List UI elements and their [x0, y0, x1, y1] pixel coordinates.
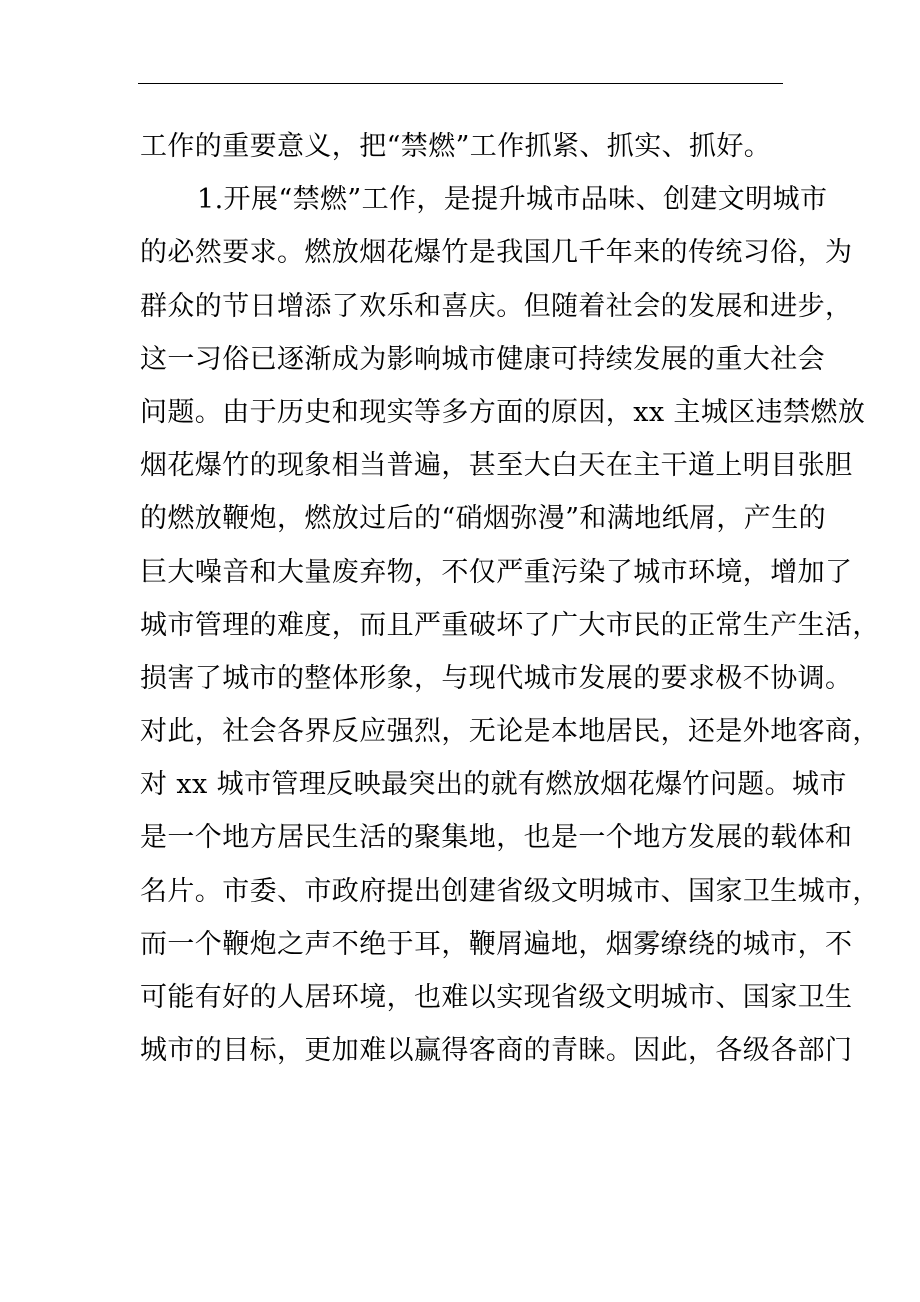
text-line-7: 烟花爆竹的现象相当普遍，甚至大白天在主干道上明目张胆: [140, 450, 853, 482]
text-line-15: 名片。市委、市政府提出创建省级文明城市、国家卫生城市，: [140, 875, 880, 907]
text-line-17: 可能有好的人居环境，也难以实现省级文明城市、国家卫生: [140, 982, 853, 1013]
text-line-16: 而一个鞭炮之声不绝于耳，鞭屑遍地，烟雾缭绕的城市，不: [140, 928, 853, 960]
text-line-4: 群众的节日增添了欢乐和喜庆。但随着社会的发展和进步，: [140, 290, 853, 322]
text-line-2: 1.开展“禁燃”工作，是提升城市品味、创建文明城市: [197, 184, 828, 216]
text-line-9: 巨大噪音和大量废弃物，不仅严重污染了城市环境，增加了: [140, 556, 853, 588]
text-line-10: 城市管理的难度，而且严重破坏了广大市民的正常生产生活，: [140, 609, 880, 641]
text-line-3: 的必然要求。燃放烟花爆竹是我国几千年来的传统习俗，为: [140, 237, 853, 269]
header-rule: [138, 83, 783, 84]
text-line-12: 对此，社会各界反应强烈，无论是本地居民，还是外地客商，: [140, 716, 880, 748]
text-line-14: 是一个地方居民生活的聚集地，也是一个地方发展的载体和: [140, 822, 853, 854]
text-line-5: 这一习俗已逐渐成为影响城市健康可持续发展的重大社会: [140, 343, 825, 375]
text-line-8: 的燃放鞭炮，燃放过后的“硝烟弥漫”和满地纸屑，产生的: [140, 503, 827, 535]
text-line-6: 问题。由于历史和现实等多方面的原因，xx 主城区违禁燃放: [140, 396, 866, 428]
text-line-11: 损害了城市的整体形象，与现代城市发展的要求极不协调。: [140, 662, 853, 694]
body-text: [140, 120, 880, 1077]
text-line-18: 城市的目标，更加难以赢得客商的青睐。因此，各级各部门: [140, 1035, 853, 1067]
text-line-13: 对 xx 城市管理反映最突出的就有燃放烟花爆竹问题。城市: [140, 769, 847, 801]
text-line-1: 工作的重要意义，把“禁燃”工作抓紧、抓实、抓好。: [140, 131, 772, 162]
